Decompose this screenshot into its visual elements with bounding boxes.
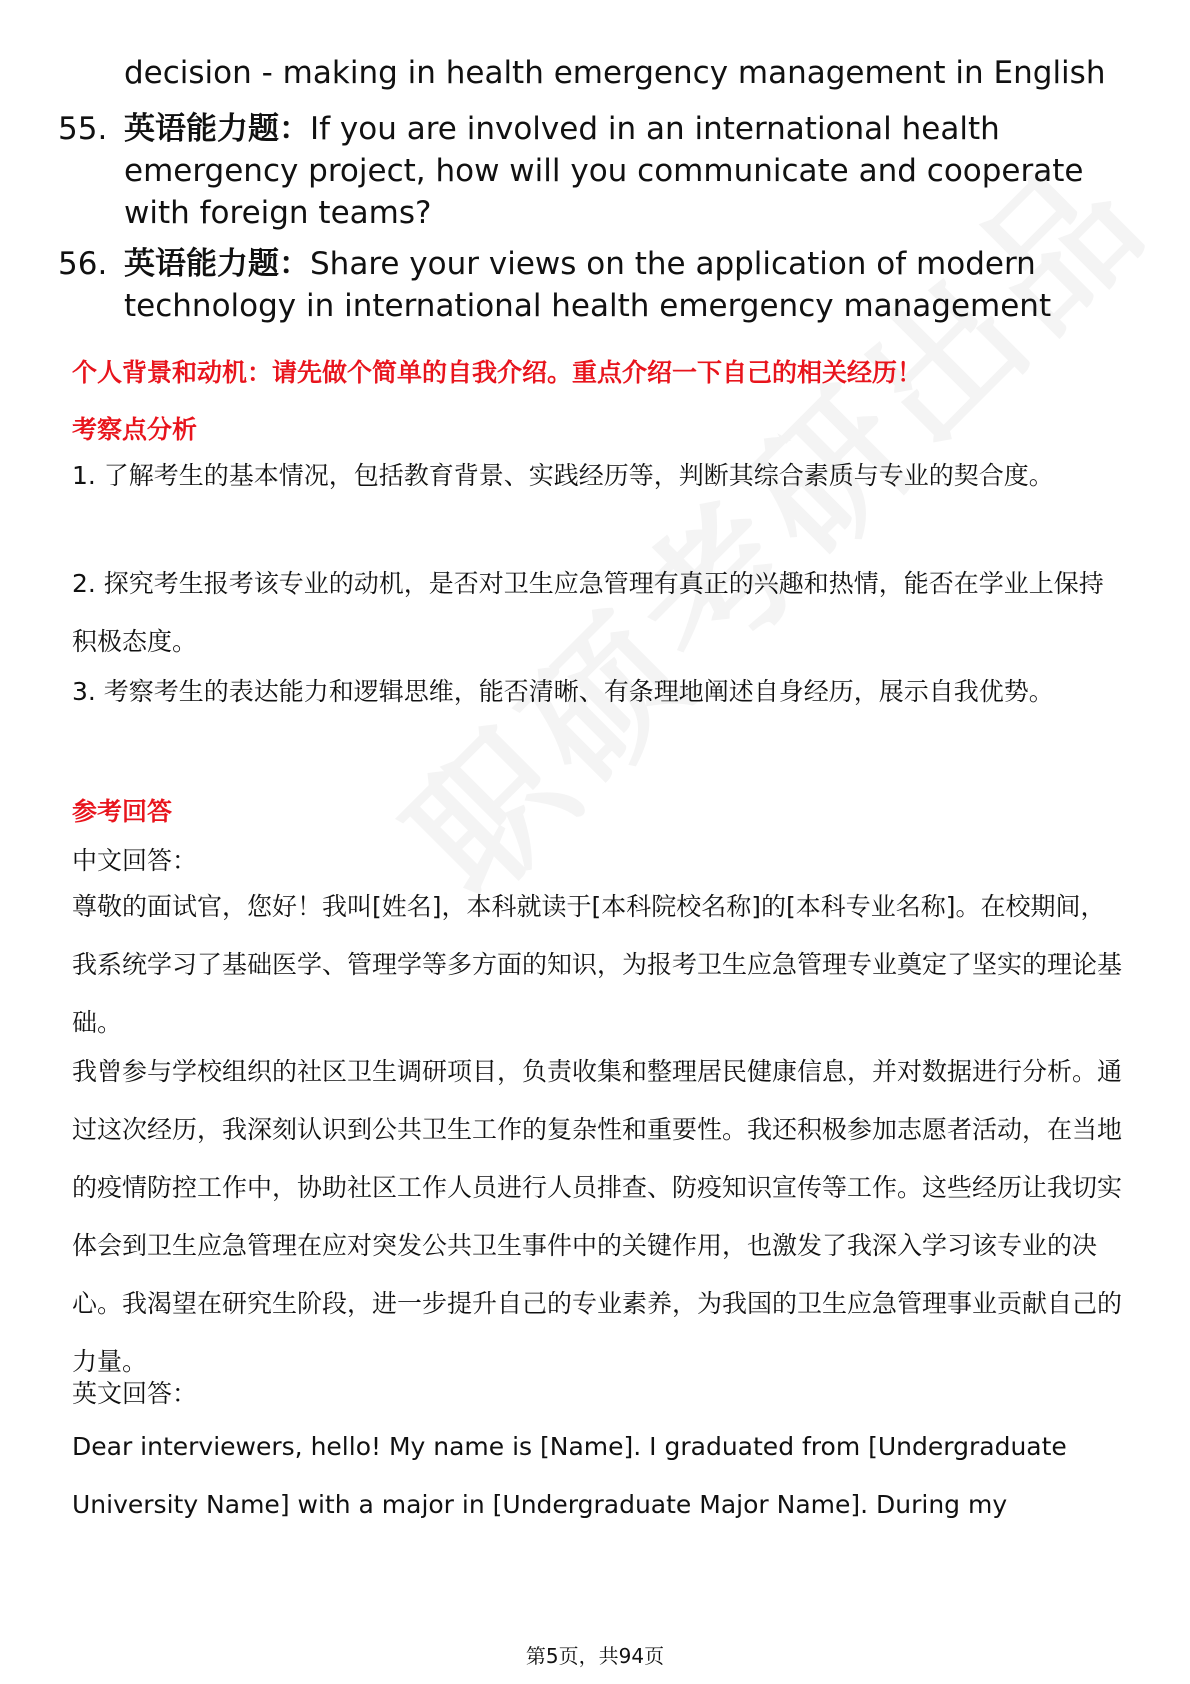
question-text: If you are involved in an international health emergency project, how will you communicate and cooperate with foreign teams?	[124, 111, 1084, 231]
answer-heading: 参考回答	[72, 797, 173, 826]
analysis-point: 1. 了解考生的基本情况，包括教育背景、实践经历等，判断其综合素质与专业的契合度。	[72, 461, 1054, 490]
question-tag: 英语能力题：	[124, 246, 310, 282]
section-title: 个人背景和动机：请先做个简单的自我介绍。重点介绍一下自己的相关经历！	[72, 358, 923, 387]
page-footer: 第5页，共94页	[525, 1644, 665, 1668]
cn-paragraph: 尊敬的面试官，您好！我叫[姓名]，本科就读于[本科院校名称]的[本科专业名称]。在校期间，我系统学习了基础医学、管理学等多方面的知识，为报考卫生应急管理专业奠定了坚实的理论基础。	[72, 892, 1123, 1037]
analysis-point: 3. 考察考生的表达能力和逻辑思维，能否清晰、有条理地阐述自身经历，展示自我优势。	[72, 677, 1054, 706]
cn-answer-label: 中文回答：	[72, 846, 198, 875]
question-item	[58, 243, 1118, 327]
cn-paragraph: 我曾参与学校组织的社区卫生调研项目，负责收集和整理居民健康信息，并对数据进行分析。通过这次经历，我深刻认识到公共卫生工作的复杂性和重要性。我还积极参加志愿者活动，在当地的疫情防控工作中，协助社区工作人员进行人员排查、防疫知识宣传等工作。这些经历让我切实体会到卫生应急管理在应对突发公共卫生事件中的关键作用，也激发了我深入学习该专业的决心。我渴望在研究生阶段，进一步提升自己的专业素养，为我国的卫生应急管理事业贡献自己的力量。	[72, 1057, 1123, 1376]
analysis-heading: 考察点分析	[72, 415, 198, 444]
question-continuation: decision - making in health emergency management in English	[124, 55, 1106, 91]
question-body	[124, 108, 1118, 234]
question-number: 56.	[58, 246, 108, 282]
en-paragraph: Dear interviewers, hello! My name is [Name]. I graduated from [Undergraduate University Name] with a major in [Undergraduate Major Name]. During my	[72, 1432, 1067, 1519]
question-number: 55.	[58, 111, 108, 147]
question-text: Share your views on the application of modern technology in international health emergency management	[124, 246, 1052, 324]
analysis-point: 2. 探究考生报考该专业的动机，是否对卫生应急管理有真正的兴趣和热情，能否在学业上保持积极态度。	[72, 569, 1104, 656]
en-answer-label: 英文回答：	[72, 1379, 198, 1408]
question-item	[58, 108, 1118, 234]
question-tag: 英语能力题：	[124, 111, 310, 147]
question-body	[124, 243, 1118, 327]
